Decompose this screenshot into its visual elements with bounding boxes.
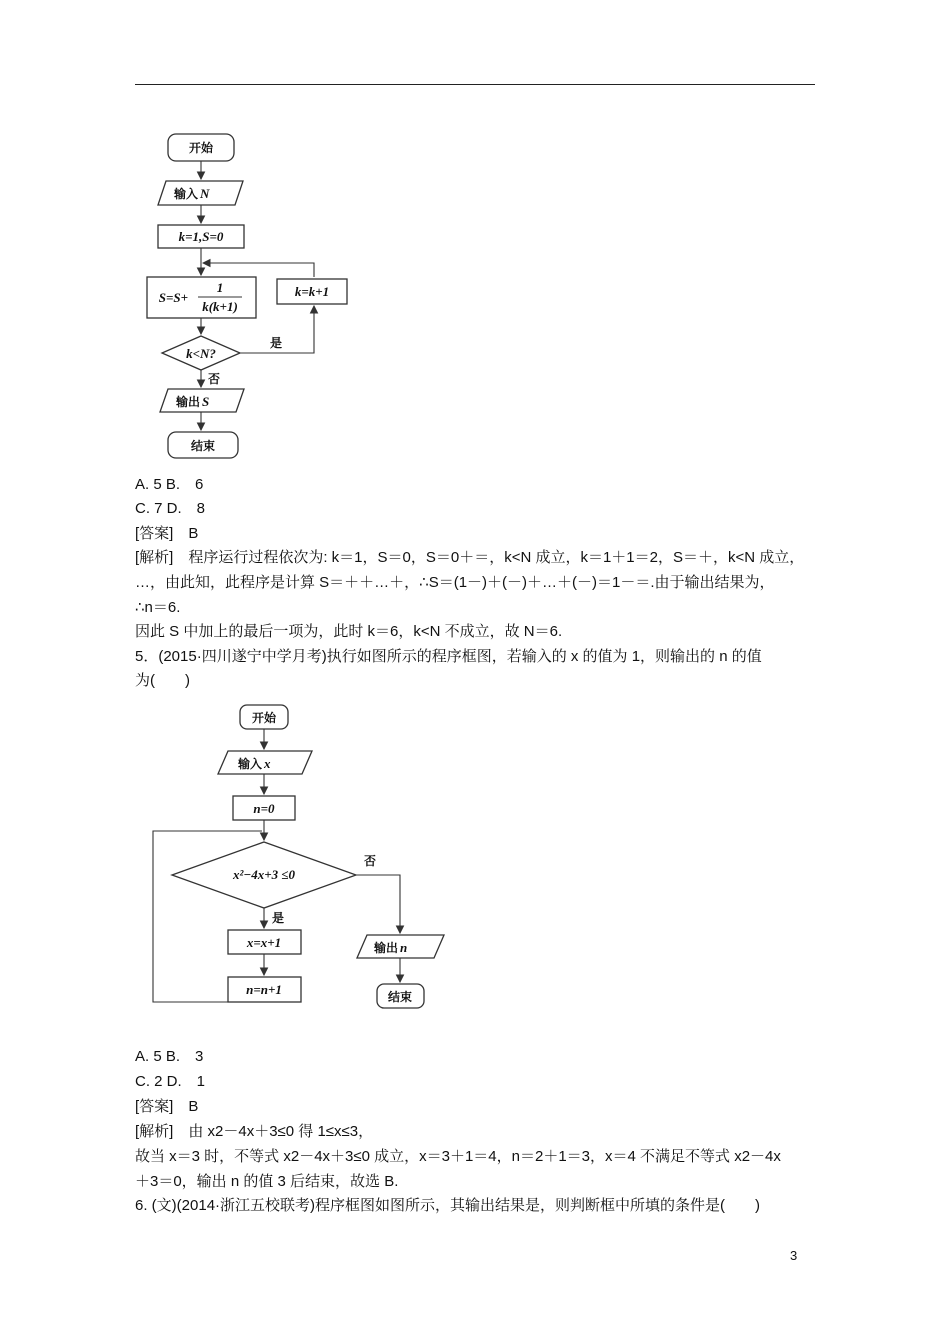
fc2-start-label: 开始 [251, 711, 277, 725]
fc1-increment-label: k=k+1 [294, 284, 330, 299]
fc2-input-label: 输入 [237, 757, 262, 771]
q5-stem-line2: 为( ) [135, 672, 190, 689]
q5-options-cd: C. 2 D. 1 [135, 1073, 206, 1090]
fc1-condition: k<N? [186, 346, 216, 361]
q4-analysis-line4: 因此 S 中加上的最后一项为，此时 k＝6，k<N 不成立，故 N＝6. [135, 623, 563, 640]
fc1-output-var: S [202, 394, 210, 409]
q5-analysis-line3: ＋3＝0，输出 n 的值 3 后结束，故选 B. [135, 1173, 399, 1190]
q5-stem-line1: 5．(2015·四川遂宁中学月考)执行如图所示的程序框图，若输入的 x 的值为 1，则输出的 n 的值 [135, 648, 762, 665]
fc1-frac-num: 1 [216, 280, 224, 295]
fc1-init-label: k=1,S=0 [178, 229, 224, 244]
q5-analysis-line1: [解析] 由 x2－4x＋3≤0 得 1≤x≤3， [135, 1123, 374, 1140]
q5-answer: [答案] B [135, 1098, 199, 1115]
q4-analysis-line2: …，由此知，此程序是计算 S＝＋＋…＋，∴S＝(1－)＋(－)＋…＋(－)＝1－＝.由于输出结果为， [135, 574, 775, 591]
fc1-input-label: 输入 [173, 187, 198, 201]
fc1-no-label: 否 [208, 372, 221, 386]
fc2-stepx-label: x=x+1 [246, 935, 282, 950]
fc1-start-label: 开始 [188, 141, 214, 155]
flowchart-1 [0, 0, 950, 470]
fc2-output-var: n [400, 940, 408, 955]
fc2-output-label: 输出 [373, 941, 398, 955]
fc1-input-var: N [200, 186, 210, 201]
q4-analysis-line3: ∴n＝6. [135, 599, 181, 616]
q4-analysis-line1: [解析] 程序运行过程依次为: k＝1，S＝0，S＝0＋＝，k<N 成立，k＝1＋1＝2，S＝＋，k<N 成立， [135, 549, 805, 566]
fc2-input-var: x [264, 756, 271, 771]
fc2-init-label: n=0 [253, 801, 275, 816]
fc1-frac-den: k(k+1) [202, 299, 238, 314]
q4-options-cd: C. 7 D. 8 [135, 500, 206, 517]
q5-analysis-line2: 故当 x＝3 时，不等式 x2－4x＋3≤0 成立，x＝3＋1＝4，n＝2＋1＝3，x＝4 不满足不等式 x2－4x [135, 1148, 781, 1165]
fc2-end-label: 结束 [387, 990, 413, 1004]
fc1-yes-label: 是 [270, 336, 283, 350]
q4-answer: [答案] B [135, 525, 199, 542]
fc1-output-label: 输出 [175, 395, 200, 409]
flowchart-2 [0, 690, 950, 1025]
q6-stem: 6. (文)(2014·浙江五校联考)程序框图如图所示，其输出结果是，则判断框中所填的条件是( ) [135, 1197, 761, 1214]
fc1-update-prefix: S=S+ [158, 290, 188, 305]
fc2-no-label: 否 [364, 854, 377, 868]
fc2-stepn-label: n=n+1 [246, 982, 282, 997]
fc2-condition: x²−4x+3 ≤0 [232, 867, 296, 882]
q4-options-ab: A. 5 B. 6 [135, 476, 204, 493]
q5-options-ab: A. 5 B. 3 [135, 1048, 204, 1065]
page-number: 3 [790, 1248, 798, 1263]
fc2-yes-label: 是 [272, 911, 285, 925]
fc1-end-label: 结束 [190, 439, 216, 453]
